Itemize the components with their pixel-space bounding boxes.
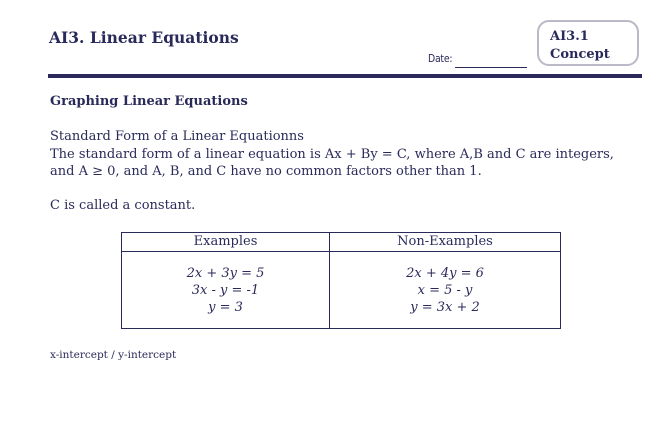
section-heading: Graphing Linear Equations xyxy=(50,94,248,109)
badge-type: Concept xyxy=(550,47,610,62)
date-label: Date: xyxy=(428,52,453,65)
examples-table xyxy=(121,232,561,329)
definition-line-1: The standard form of a linear equation is Ax + By = C, where A,B and C are integers, xyxy=(50,147,614,162)
page-title: AI3. Linear Equations xyxy=(49,28,239,47)
example-equation: y = 3 xyxy=(208,300,243,315)
example-equation: 3x - y = -1 xyxy=(191,283,260,298)
non-example-equation: y = 3x + 2 xyxy=(410,300,480,315)
date-blank-line xyxy=(455,67,527,68)
intercept-note: x-intercept / y-intercept xyxy=(50,349,177,361)
definition-line-2: and A ≥ 0, and A, B, and C have no common factors other than 1. xyxy=(50,164,482,179)
badge-code: AI3.1 xyxy=(550,29,589,44)
lesson-badge xyxy=(537,20,639,66)
non-example-equation: 2x + 4y = 6 xyxy=(406,266,484,281)
table-header-divider xyxy=(122,251,560,252)
subheading: Standard Form of a Linear Equationns xyxy=(50,129,304,144)
non-examples-cell xyxy=(330,265,560,316)
example-equation: 2x + 3y = 5 xyxy=(186,266,265,281)
non-example-equation: x = 5 - y xyxy=(417,283,473,298)
header-divider xyxy=(48,74,642,78)
examples-cell xyxy=(122,265,329,316)
non-examples-header: Non-Examples xyxy=(397,234,493,249)
constant-note: C is called a constant. xyxy=(50,198,196,213)
examples-header: Examples xyxy=(193,234,258,249)
